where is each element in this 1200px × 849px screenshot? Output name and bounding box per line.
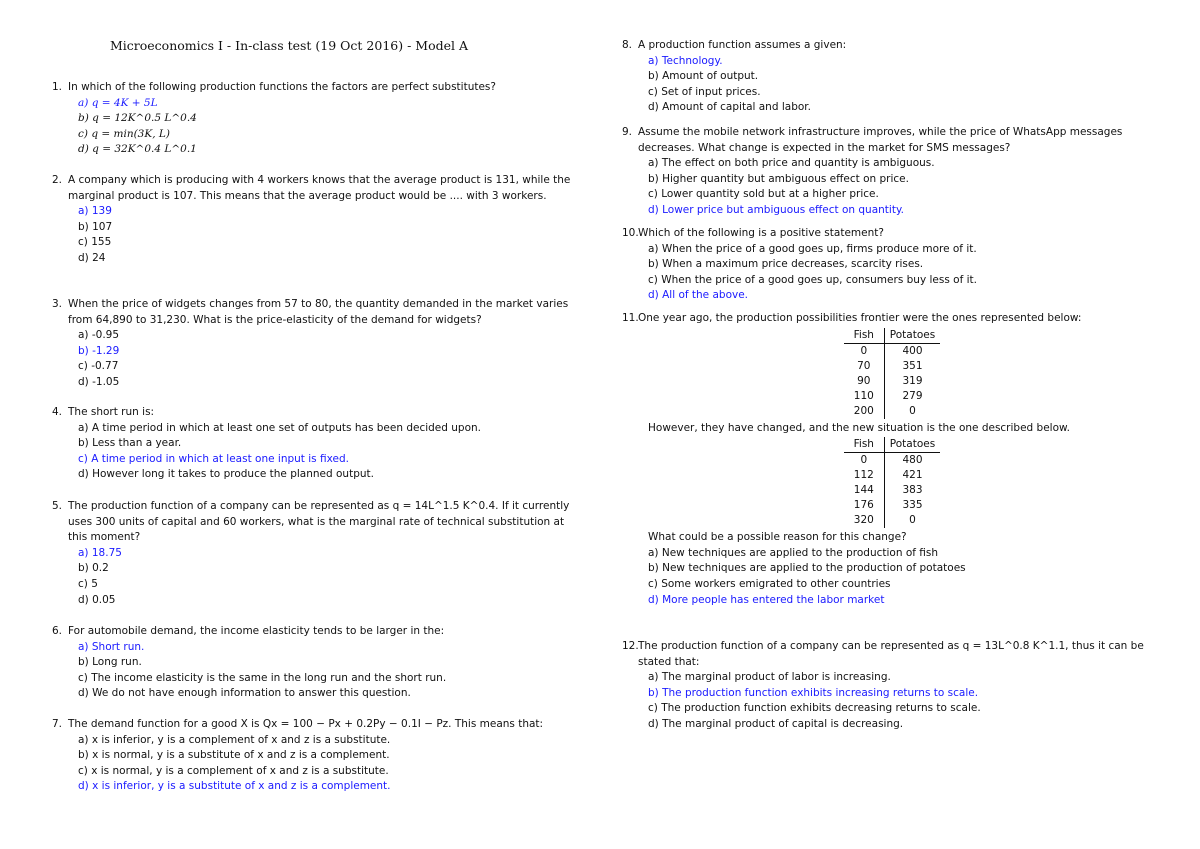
option-d: d) -1.05 — [78, 375, 120, 388]
question-4 — [52, 405, 582, 483]
question-number: 4. — [52, 406, 63, 418]
cell-fish: 110 — [844, 389, 885, 404]
option-c: c) Some workers emigrated to other countries — [648, 577, 891, 590]
cell-fish: 320 — [844, 513, 885, 528]
cell-potatoes: 421 — [902, 469, 923, 482]
option-b: b) x is normal, y is a substitute of x and z is a complement. — [78, 749, 390, 762]
option-b: b) 0.2 — [78, 562, 109, 575]
option-b: b) q = 12K^0.5 L^0.4 — [78, 112, 197, 125]
option-c: c) The production function exhibits decreasing returns to scale. — [648, 702, 981, 715]
question-number: 9. — [622, 126, 633, 138]
question-stem: A company which is producing with 4 workers knows that the average product is 131, while the marginal product is 107. This means that the average product would be .... with 3 workers. — [68, 174, 571, 202]
question-stem: Which of the following is a positive statement? — [638, 227, 884, 239]
option-d: d) More people has entered the labor market — [648, 593, 885, 606]
option-b: b) New techniques are applied to the production of potatoes — [648, 562, 966, 575]
option-a: a) When the price of a good goes up, firms produce more of it. — [648, 242, 977, 255]
question-7 — [52, 717, 582, 795]
question-stem: A production function assumes a given: — [638, 39, 847, 51]
option-a: a) Technology. — [648, 54, 723, 67]
page-title: Microeconomics I - In-class test (19 Oct 2016) - Model A — [109, 38, 469, 53]
question-number: 10. — [622, 227, 639, 239]
question-stem: When the price of widgets changes from 57 to 80, the quantity demanded in the market varies from 64,890 to 31,230. What is the price-elasticity of the demand for widgets? — [68, 298, 569, 326]
cell-potatoes: 0 — [909, 404, 916, 417]
ppf-table-new — [844, 437, 940, 528]
cell-potatoes: 335 — [902, 499, 923, 512]
cell-potatoes: 480 — [902, 454, 923, 467]
cell-potatoes: 351 — [902, 359, 923, 372]
option-a: a) New techniques are applied to the production of fish — [648, 546, 939, 559]
cell-fish: 0 — [844, 453, 885, 469]
cell-potatoes: 400 — [902, 344, 923, 357]
option-c: c) 5 — [78, 577, 98, 590]
table-header-potatoes: Potatoes — [884, 437, 940, 453]
table-row — [844, 404, 940, 419]
option-a: a) 139 — [78, 205, 112, 218]
cell-fish: 90 — [844, 374, 885, 389]
cell-fish: 0 — [844, 343, 885, 359]
option-b: b) The production function exhibits increasing returns to scale. — [648, 686, 979, 699]
option-d: d) 0.05 — [78, 593, 116, 606]
question-stem: The production function of a company can be represented as q = 14L^1.5 K^0.4. If it currently uses 300 units of capital and 60 workers, what is the marginal rate of technical substitution at this moment? — [68, 500, 570, 544]
table-row — [844, 359, 940, 374]
question-stem: The short run is: — [68, 406, 155, 418]
option-d: d) q = 32K^0.4 L^0.1 — [78, 143, 197, 156]
option-c: c) A time period in which at least one input is fixed. — [78, 452, 349, 465]
option-c: c) The income elasticity is the same in the long run and the short run. — [78, 671, 447, 684]
option-b: b) Amount of output. — [648, 70, 759, 83]
question-stem: The production function of a company can be represented as q = 13L^0.8 K^1.1, thus it can be stated that: — [638, 640, 1144, 668]
question-11 — [622, 311, 1162, 608]
cell-potatoes: 383 — [902, 484, 923, 497]
question-3 — [52, 297, 582, 391]
question-number: 12. — [622, 640, 639, 652]
table-row — [844, 374, 940, 389]
cell-fish: 112 — [844, 468, 885, 483]
option-a: a) q = 4K + 5L — [78, 96, 158, 109]
question-stem: In which of the following production functions the factors are perfect substitutes? — [68, 81, 496, 93]
table-row — [844, 468, 940, 483]
question-number: 7. — [52, 718, 63, 730]
option-b: b) Less than a year. — [78, 437, 182, 450]
question-number: 11. — [622, 312, 639, 324]
question-text: However, they have changed, and the new situation is the one described below. — [648, 421, 1070, 434]
option-d: d) Amount of capital and labor. — [648, 101, 811, 114]
option-c: c) x is normal, y is a complement of x and z is a substitute. — [78, 764, 389, 777]
table-row — [844, 343, 940, 359]
table-row — [844, 483, 940, 498]
question-stem: Assume the mobile network infrastructure improves, while the price of WhatsApp messages decreases. What change is expected in the market for SMS messages? — [638, 126, 1123, 154]
ppf-table-old — [844, 328, 940, 419]
option-d: d) The marginal product of capital is decreasing. — [648, 717, 904, 730]
option-d: d) 24 — [78, 251, 106, 264]
option-d: d) All of the above. — [648, 289, 749, 302]
cell-potatoes: 279 — [902, 389, 923, 402]
option-a: a) A time period in which at least one set of outputs has been decided upon. — [78, 421, 482, 434]
option-a: a) The marginal product of labor is increasing. — [648, 671, 891, 684]
option-c: c) Lower quantity sold but at a higher price. — [648, 188, 879, 201]
option-b: b) Long run. — [78, 656, 142, 669]
question-9 — [622, 125, 1162, 219]
option-b: b) -1.29 — [78, 344, 120, 357]
question-number: 6. — [52, 625, 63, 637]
question-number: 3. — [52, 298, 63, 310]
option-c: c) q = min(3K, L) — [78, 127, 170, 140]
option-d: d) However long it takes to produce the planned output. — [78, 468, 374, 481]
option-b: b) 107 — [78, 220, 113, 233]
question-12 — [622, 639, 1162, 733]
cell-fish: 200 — [844, 404, 885, 419]
cell-fish: 70 — [844, 359, 885, 374]
table-header-fish: Fish — [844, 437, 885, 453]
question-1 — [52, 80, 582, 158]
option-a: a) -0.95 — [78, 329, 120, 342]
option-c: c) Set of input prices. — [648, 85, 761, 98]
question-10 — [622, 226, 1162, 304]
question-text: What could be a possible reason for this change? — [648, 531, 907, 544]
option-a: a) x is inferior, y is a complement of x and z is a substitute. — [78, 733, 391, 746]
option-d: d) x is inferior, y is a substitute of x and z is a complement. — [78, 780, 391, 793]
table-header-potatoes: Potatoes — [884, 328, 940, 344]
cell-fish: 144 — [844, 483, 885, 498]
option-a: a) The effect on both price and quantity is ambiguous. — [648, 157, 935, 170]
option-b: b) When a maximum price decreases, scarcity rises. — [648, 258, 924, 271]
option-c: c) When the price of a good goes up, consumers buy less of it. — [648, 273, 977, 286]
option-b: b) Higher quantity but ambiguous effect on price. — [648, 172, 909, 185]
cell-potatoes: 319 — [902, 374, 923, 387]
option-d: d) We do not have enough information to answer this question. — [78, 687, 411, 700]
table-row — [844, 453, 940, 469]
cell-fish: 176 — [844, 498, 885, 513]
option-a: a) 18.75 — [78, 546, 122, 559]
table-header-fish: Fish — [844, 328, 885, 344]
question-number: 1. — [52, 81, 63, 93]
question-8 — [622, 38, 1162, 116]
table-row — [844, 513, 940, 528]
question-number: 5. — [52, 500, 63, 512]
option-d: d) Lower price but ambiguous effect on quantity. — [648, 203, 904, 216]
question-number: 2. — [52, 174, 63, 186]
question-6 — [52, 624, 582, 702]
question-5 — [52, 499, 582, 608]
option-c: c) 155 — [78, 236, 112, 249]
question-stem: For automobile demand, the income elasticity tends to be larger in the: — [68, 625, 445, 637]
option-c: c) -0.77 — [78, 360, 119, 373]
question-number: 8. — [622, 39, 633, 51]
question-stem: The demand function for a good X is Qx = 100 − Px + 0.2Py − 0.1I − Pz. This means that: — [68, 718, 544, 730]
option-a: a) Short run. — [78, 640, 145, 653]
question-stem: One year ago, the production possibilities frontier were the ones represented below: — [638, 312, 1082, 324]
question-2 — [52, 173, 582, 267]
table-row — [844, 498, 940, 513]
cell-potatoes: 0 — [909, 514, 916, 527]
table-row — [844, 389, 940, 404]
